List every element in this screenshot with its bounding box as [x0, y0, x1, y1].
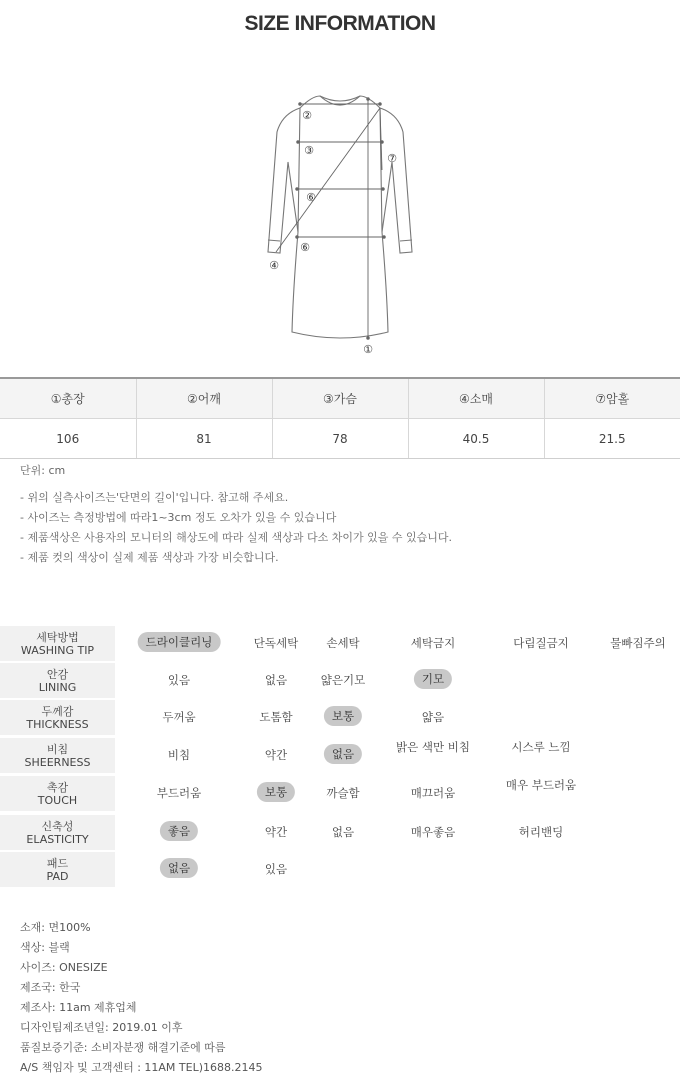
wash-row-label-en: PAD [46, 869, 69, 883]
wash-option: 얇은기모 [320, 673, 366, 687]
wash-row-label [0, 738, 115, 773]
marker-total-length: ① [363, 343, 373, 356]
wash-option: 없음 [264, 673, 288, 687]
size-table-value-row [0, 419, 680, 459]
wash-row-label-ko: 패드 [46, 856, 69, 870]
wash-row-label-en: LINING [38, 680, 77, 694]
wash-option: 단독세탁 [253, 636, 299, 650]
wash-option: 있음 [264, 862, 288, 876]
wash-row-label-ko: 신축성 [41, 819, 74, 833]
wash-option-selected: 드라이클리닝 [138, 632, 221, 652]
wash-row-label [0, 626, 115, 661]
note-item: - 사이즈는 측정방법에 따라1~3cm 정도 오차가 있을 수 있습니다 [20, 511, 337, 524]
wash-option: 두꺼움 [162, 710, 196, 724]
wash-option: 비침 [167, 748, 191, 762]
header-cell: ③가슴 [272, 378, 408, 419]
info-item: A/S 책임자 및 고객센터 : 11AM TEL)1688.2145 [20, 1061, 263, 1074]
wash-option: 약간 [264, 825, 288, 839]
wash-option: 세탁금지 [410, 636, 456, 650]
info-item: 소재: 면100% [20, 921, 91, 934]
info-item: 디자인팀제조년일: 2019.01 이후 [20, 1021, 183, 1034]
wash-option: 밝은 색만 비침 [396, 740, 470, 754]
product-info-list [20, 919, 263, 1079]
wash-option: 다림질금지 [513, 636, 569, 650]
marker-chest: ③ [304, 144, 314, 157]
marker-shoulder: ② [302, 109, 312, 122]
wash-option: 있음 [167, 673, 191, 687]
wash-option-selected: 없음 [324, 744, 362, 764]
wash-row-label-en: THICKNESS [26, 717, 89, 731]
wash-row-label-en: ELASTICITY [26, 832, 89, 846]
header-cell: ④소매 [408, 378, 544, 419]
header-cell: ②어깨 [136, 378, 272, 419]
info-item: 품질보증기준: 소비자분쟁 해결기준에 따름 [20, 1041, 226, 1054]
value-cell: 106 [0, 419, 136, 459]
wash-row-label-en: WASHING TIP [20, 643, 95, 657]
wash-option-selected: 보통 [324, 706, 362, 726]
wash-row-label [0, 776, 115, 811]
note-item: - 제품색상은 사용자의 모니터의 해상도에 따라 실제 색상과 다소 차이가 있을 수 있습니다. [20, 531, 452, 544]
wash-option: 얇음 [421, 710, 445, 724]
marker-armhole: ⑦ [387, 152, 397, 165]
wash-option: 약간 [264, 748, 288, 762]
wash-row-label-en: TOUCH [37, 793, 78, 807]
value-cell: 78 [272, 419, 408, 459]
wash-row-label-ko: 비침 [46, 742, 69, 756]
marker-sleeve: ④ [269, 259, 279, 272]
note-item: - 제품 컷의 색상이 실제 제품 색상과 가장 비슷합니다. [20, 551, 279, 564]
info-item: 제조국: 한국 [20, 981, 81, 994]
wash-row-label [0, 815, 115, 850]
unit-label: 단위: cm [20, 464, 66, 477]
wash-row-label [0, 663, 115, 698]
garment-diagram [260, 92, 420, 362]
info-item: 제조사: 11am 제휴업체 [20, 1001, 137, 1014]
wash-option-selected: 좋음 [160, 821, 198, 841]
wash-option-selected: 없음 [160, 858, 198, 878]
wash-option: 까슬함 [326, 786, 360, 800]
wash-option: 손세탁 [326, 636, 360, 650]
wash-option: 매우좋음 [410, 825, 456, 839]
wash-option: 시스루 느낌 [511, 740, 571, 754]
note-item: - 위의 실측사이즈는'단면의 길이'입니다. 참고해 주세요. [20, 491, 289, 504]
wash-option-selected: 보통 [257, 782, 295, 802]
wash-row-label [0, 852, 115, 887]
header-cell: ⑦암홀 [544, 378, 680, 419]
wash-option: 허리밴딩 [518, 825, 564, 839]
wash-option: 물빠짐주의 [610, 636, 666, 650]
info-item: 색상: 블랙 [20, 941, 70, 954]
size-table [0, 377, 680, 459]
wash-option: 없음 [331, 825, 355, 839]
wash-row-label [0, 700, 115, 735]
value-cell: 81 [136, 419, 272, 459]
wash-option: 도톰함 [259, 710, 293, 724]
marker-hem: ⑥ [300, 241, 310, 254]
wash-option-selected: 기모 [414, 669, 452, 689]
wash-row-label-ko: 세탁방법 [36, 630, 79, 644]
value-cell: 21.5 [544, 419, 680, 459]
size-notes [20, 489, 452, 569]
wash-option: 매우 부드러움 [505, 778, 577, 792]
wash-option: 매끄러움 [410, 786, 456, 800]
marker-waist: ⑥ [306, 191, 316, 204]
value-cell: 40.5 [408, 419, 544, 459]
wash-row-label-ko: 안감 [46, 667, 69, 681]
header-cell: ①총장 [0, 378, 136, 419]
wash-option: 부드러움 [156, 786, 202, 800]
wash-row-label-ko: 촉감 [46, 780, 69, 794]
wash-row-label-en: SHEERNESS [24, 755, 91, 769]
size-table-header-row [0, 378, 680, 419]
page-title: SIZE INFORMATION [244, 12, 436, 35]
info-item: 사이즈: ONESIZE [20, 961, 108, 974]
wash-row-label-ko: 두께감 [41, 704, 74, 718]
